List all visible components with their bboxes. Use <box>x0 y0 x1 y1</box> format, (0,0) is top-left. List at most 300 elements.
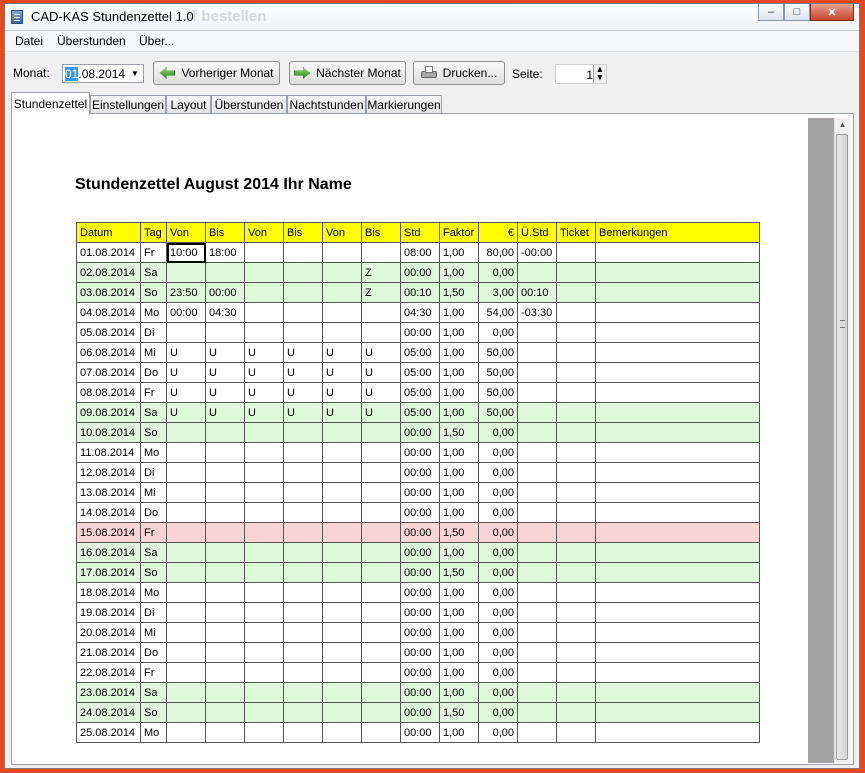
table-cell[interactable]: 1,00 <box>440 303 479 323</box>
table-cell[interactable]: 1,00 <box>440 403 479 423</box>
table-cell[interactable] <box>245 683 284 703</box>
table-cell[interactable] <box>557 323 596 343</box>
table-cell[interactable] <box>167 563 206 583</box>
table-cell[interactable]: 14.08.2014 <box>77 503 141 523</box>
table-cell[interactable] <box>557 543 596 563</box>
table-cell[interactable]: U <box>284 343 323 363</box>
table-cell[interactable] <box>362 323 401 343</box>
table-cell[interactable] <box>557 583 596 603</box>
table-cell[interactable] <box>596 603 760 623</box>
table-cell[interactable] <box>284 483 323 503</box>
table-cell[interactable] <box>362 563 401 583</box>
table-cell[interactable] <box>206 523 245 543</box>
table-cell[interactable] <box>206 703 245 723</box>
maximize-button[interactable]: □ <box>784 4 810 21</box>
tab-nachtstunden[interactable]: Nachtstunden <box>287 95 366 114</box>
table-cell[interactable] <box>167 583 206 603</box>
table-cell[interactable] <box>206 563 245 583</box>
table-cell[interactable] <box>596 523 760 543</box>
table-cell[interactable] <box>245 243 284 263</box>
table-cell[interactable] <box>206 723 245 743</box>
table-cell[interactable] <box>245 603 284 623</box>
spinner-arrows-icon[interactable]: ▲ ▼ <box>593 65 606 83</box>
table-cell[interactable] <box>245 623 284 643</box>
table-cell[interactable] <box>284 443 323 463</box>
table-cell[interactable]: Fr <box>141 243 167 263</box>
table-cell[interactable] <box>323 683 362 703</box>
table-cell[interactable] <box>557 243 596 263</box>
table-cell[interactable]: 1,50 <box>440 423 479 443</box>
table-cell[interactable]: 0,00 <box>479 463 518 483</box>
table-cell[interactable] <box>557 423 596 443</box>
table-cell[interactable]: U <box>284 403 323 423</box>
table-cell[interactable] <box>323 243 362 263</box>
table-cell[interactable]: Mi <box>141 623 167 643</box>
table-cell[interactable]: Sa <box>141 683 167 703</box>
table-cell[interactable]: 04:30 <box>206 303 245 323</box>
table-cell[interactable] <box>284 323 323 343</box>
table-cell[interactable]: 1,00 <box>440 343 479 363</box>
table-cell[interactable] <box>596 663 760 683</box>
table-cell[interactable] <box>284 503 323 523</box>
table-cell[interactable] <box>245 483 284 503</box>
table-cell[interactable]: 1,00 <box>440 683 479 703</box>
table-cell[interactable]: Mo <box>141 443 167 463</box>
table-cell[interactable]: 1,50 <box>440 283 479 303</box>
table-cell[interactable]: -00:00 <box>518 243 557 263</box>
table-cell[interactable]: 00:00 <box>401 423 440 443</box>
table-cell[interactable] <box>323 483 362 503</box>
table-cell[interactable]: 00:00 <box>401 683 440 703</box>
table-cell[interactable]: 0,00 <box>479 523 518 543</box>
menu-datei[interactable]: Datei <box>15 34 44 48</box>
table-cell[interactable] <box>284 303 323 323</box>
table-cell[interactable] <box>557 383 596 403</box>
table-cell[interactable]: 50,00 <box>479 383 518 403</box>
table-cell[interactable] <box>518 423 557 443</box>
table-cell[interactable]: 0,00 <box>479 663 518 683</box>
table-cell[interactable] <box>206 603 245 623</box>
table-cell[interactable]: Mi <box>141 483 167 503</box>
table-cell[interactable]: 0,00 <box>479 583 518 603</box>
table-cell[interactable]: 50,00 <box>479 363 518 383</box>
table-cell[interactable]: 05:00 <box>401 343 440 363</box>
table-cell[interactable]: 54,00 <box>479 303 518 323</box>
table-cell[interactable]: Di <box>141 323 167 343</box>
table-cell[interactable] <box>245 663 284 683</box>
table-cell[interactable] <box>167 683 206 703</box>
table-cell[interactable] <box>284 603 323 623</box>
table-cell[interactable]: Mo <box>141 723 167 743</box>
table-cell[interactable] <box>362 303 401 323</box>
table-cell[interactable] <box>284 563 323 583</box>
table-cell[interactable] <box>557 523 596 543</box>
table-cell[interactable] <box>557 303 596 323</box>
table-cell[interactable]: 0,00 <box>479 643 518 663</box>
table-cell[interactable] <box>596 703 760 723</box>
table-cell[interactable]: -03:30 <box>518 303 557 323</box>
table-cell[interactable] <box>323 303 362 323</box>
table-cell[interactable] <box>362 623 401 643</box>
table-cell[interactable]: 1,00 <box>440 643 479 663</box>
table-cell[interactable] <box>362 683 401 703</box>
table-cell[interactable] <box>245 423 284 443</box>
table-cell[interactable]: 06.08.2014 <box>77 343 141 363</box>
table-cell[interactable]: 23.08.2014 <box>77 683 141 703</box>
table-cell[interactable]: 00:00 <box>206 283 245 303</box>
table-cell[interactable]: 18:00 <box>206 243 245 263</box>
table-cell[interactable]: 05:00 <box>401 363 440 383</box>
table-cell[interactable] <box>596 623 760 643</box>
table-cell[interactable]: 1,50 <box>440 523 479 543</box>
table-cell[interactable] <box>167 463 206 483</box>
table-cell[interactable]: 0,00 <box>479 263 518 283</box>
scroll-thumb[interactable] <box>836 134 848 760</box>
table-cell[interactable] <box>557 343 596 363</box>
table-cell[interactable]: U <box>362 383 401 403</box>
table-cell[interactable] <box>323 463 362 483</box>
table-cell[interactable] <box>557 723 596 743</box>
table-cell[interactable]: Sa <box>141 263 167 283</box>
table-cell[interactable] <box>167 523 206 543</box>
table-cell[interactable] <box>245 323 284 343</box>
table-cell[interactable]: U <box>323 383 362 403</box>
vertical-scrollbar[interactable] <box>834 118 850 763</box>
table-cell[interactable]: So <box>141 563 167 583</box>
table-cell[interactable]: U <box>362 403 401 423</box>
table-cell[interactable] <box>362 723 401 743</box>
table-cell[interactable] <box>167 643 206 663</box>
table-cell[interactable] <box>557 263 596 283</box>
title-bar[interactable] <box>5 4 859 31</box>
table-cell[interactable]: Mi <box>141 343 167 363</box>
minimize-button[interactable]: – <box>758 4 784 21</box>
table-cell[interactable]: 0,00 <box>479 703 518 723</box>
table-cell[interactable] <box>596 303 760 323</box>
table-cell[interactable] <box>557 603 596 623</box>
table-cell[interactable]: U <box>206 343 245 363</box>
table-cell[interactable]: 08.08.2014 <box>77 383 141 403</box>
table-cell[interactable]: 00:00 <box>401 563 440 583</box>
table-cell[interactable]: 1,50 <box>440 563 479 583</box>
table-cell[interactable]: 0,00 <box>479 543 518 563</box>
table-cell[interactable]: U <box>323 363 362 383</box>
table-cell[interactable] <box>596 443 760 463</box>
table-cell[interactable] <box>518 603 557 623</box>
table-cell[interactable] <box>167 623 206 643</box>
table-cell[interactable] <box>362 703 401 723</box>
table-cell[interactable] <box>167 323 206 343</box>
table-cell[interactable] <box>596 323 760 343</box>
table-cell[interactable]: 05.08.2014 <box>77 323 141 343</box>
table-cell[interactable]: 10:00 <box>167 243 206 263</box>
table-cell[interactable]: 11.08.2014 <box>77 443 141 463</box>
table-cell[interactable]: 00:00 <box>401 583 440 603</box>
table-cell[interactable] <box>518 723 557 743</box>
table-cell[interactable]: U <box>167 403 206 423</box>
table-cell[interactable] <box>557 623 596 643</box>
table-cell[interactable] <box>167 663 206 683</box>
table-cell[interactable] <box>596 483 760 503</box>
table-cell[interactable] <box>557 483 596 503</box>
table-cell[interactable] <box>167 263 206 283</box>
table-cell[interactable] <box>362 543 401 563</box>
table-cell[interactable]: So <box>141 283 167 303</box>
table-cell[interactable] <box>518 623 557 643</box>
table-cell[interactable]: 00:00 <box>401 643 440 663</box>
table-cell[interactable] <box>362 663 401 683</box>
table-cell[interactable]: U <box>167 363 206 383</box>
table-cell[interactable] <box>206 263 245 283</box>
table-cell[interactable]: Do <box>141 643 167 663</box>
table-cell[interactable]: 1,00 <box>440 363 479 383</box>
menu-ueber[interactable]: Über... <box>139 34 175 48</box>
table-cell[interactable]: 1,00 <box>440 723 479 743</box>
table-cell[interactable]: U <box>362 363 401 383</box>
table-cell[interactable]: 22.08.2014 <box>77 663 141 683</box>
table-cell[interactable] <box>518 643 557 663</box>
table-cell[interactable]: Do <box>141 503 167 523</box>
table-cell[interactable] <box>284 623 323 643</box>
table-cell[interactable]: 0,00 <box>479 723 518 743</box>
table-cell[interactable]: U <box>245 403 284 423</box>
table-cell[interactable]: 12.08.2014 <box>77 463 141 483</box>
table-cell[interactable]: 00:00 <box>401 483 440 503</box>
table-cell[interactable] <box>245 703 284 723</box>
table-cell[interactable]: 20.08.2014 <box>77 623 141 643</box>
table-cell[interactable] <box>245 263 284 283</box>
table-cell[interactable]: 1,00 <box>440 543 479 563</box>
table-cell[interactable]: 50,00 <box>479 403 518 423</box>
table-cell[interactable]: Di <box>141 603 167 623</box>
table-cell[interactable]: U <box>362 343 401 363</box>
table-cell[interactable]: U <box>206 403 245 423</box>
tab-layout[interactable]: Layout <box>166 95 211 114</box>
scroll-up-icon[interactable]: ▲ <box>838 120 847 129</box>
table-cell[interactable]: 05:00 <box>401 403 440 423</box>
table-cell[interactable]: U <box>206 383 245 403</box>
table-cell[interactable] <box>596 503 760 523</box>
table-cell[interactable]: 00:00 <box>401 703 440 723</box>
table-cell[interactable]: U <box>284 383 323 403</box>
table-cell[interactable] <box>284 263 323 283</box>
table-cell[interactable]: U <box>245 383 284 403</box>
table-cell[interactable] <box>206 683 245 703</box>
table-cell[interactable]: 00:00 <box>401 263 440 283</box>
table-cell[interactable]: Z <box>362 263 401 283</box>
table-cell[interactable] <box>596 423 760 443</box>
table-cell[interactable]: 02.08.2014 <box>77 263 141 283</box>
tab-einstellungen[interactable]: Einstellungen <box>90 95 166 114</box>
table-cell[interactable] <box>206 463 245 483</box>
table-cell[interactable] <box>206 323 245 343</box>
table-cell[interactable] <box>518 363 557 383</box>
table-cell[interactable] <box>245 583 284 603</box>
table-cell[interactable]: 23:50 <box>167 283 206 303</box>
table-cell[interactable] <box>518 323 557 343</box>
table-cell[interactable] <box>596 643 760 663</box>
table-cell[interactable]: U <box>206 363 245 383</box>
table-cell[interactable]: 05:00 <box>401 383 440 403</box>
tab-markierungen[interactable]: Markierungen <box>366 95 442 114</box>
table-cell[interactable] <box>596 683 760 703</box>
table-cell[interactable]: 10.08.2014 <box>77 423 141 443</box>
table-cell[interactable] <box>245 283 284 303</box>
table-cell[interactable] <box>284 723 323 743</box>
table-cell[interactable] <box>167 603 206 623</box>
table-cell[interactable] <box>284 463 323 483</box>
table-cell[interactable] <box>323 623 362 643</box>
table-cell[interactable] <box>518 683 557 703</box>
table-cell[interactable] <box>323 323 362 343</box>
table-cell[interactable]: 17.08.2014 <box>77 563 141 583</box>
table-cell[interactable] <box>245 543 284 563</box>
table-cell[interactable] <box>362 643 401 663</box>
table-cell[interactable] <box>167 423 206 443</box>
table-cell[interactable]: 04.08.2014 <box>77 303 141 323</box>
table-cell[interactable]: Fr <box>141 663 167 683</box>
page-spinner[interactable] <box>555 64 607 84</box>
table-cell[interactable] <box>557 503 596 523</box>
table-cell[interactable]: 1,00 <box>440 483 479 503</box>
table-cell[interactable]: 0,00 <box>479 503 518 523</box>
table-cell[interactable]: 09.08.2014 <box>77 403 141 423</box>
table-cell[interactable]: 1,00 <box>440 603 479 623</box>
table-cell[interactable] <box>245 563 284 583</box>
table-cell[interactable]: 01.08.2014 <box>77 243 141 263</box>
table-cell[interactable] <box>518 403 557 423</box>
table-cell[interactable] <box>167 483 206 503</box>
table-cell[interactable]: Fr <box>141 383 167 403</box>
table-cell[interactable]: 80,00 <box>479 243 518 263</box>
table-cell[interactable]: 00:00 <box>401 623 440 643</box>
table-cell[interactable] <box>557 283 596 303</box>
table-cell[interactable] <box>362 503 401 523</box>
table-cell[interactable] <box>245 443 284 463</box>
table-cell[interactable] <box>245 643 284 663</box>
previous-month-button[interactable] <box>153 61 280 85</box>
table-cell[interactable] <box>518 583 557 603</box>
table-cell[interactable] <box>167 703 206 723</box>
table-cell[interactable]: 00:00 <box>401 443 440 463</box>
table-cell[interactable] <box>518 443 557 463</box>
table-cell[interactable]: U <box>323 403 362 423</box>
table-cell[interactable] <box>206 583 245 603</box>
table-cell[interactable] <box>323 283 362 303</box>
table-cell[interactable]: 18.08.2014 <box>77 583 141 603</box>
table-cell[interactable] <box>596 563 760 583</box>
table-cell[interactable] <box>596 583 760 603</box>
table-cell[interactable] <box>362 523 401 543</box>
table-cell[interactable] <box>206 443 245 463</box>
table-cell[interactable]: 00:00 <box>401 523 440 543</box>
table-cell[interactable] <box>206 643 245 663</box>
table-cell[interactable] <box>596 403 760 423</box>
table-cell[interactable]: U <box>167 343 206 363</box>
table-cell[interactable] <box>284 583 323 603</box>
table-cell[interactable]: 00:00 <box>401 463 440 483</box>
table-cell[interactable]: 1,00 <box>440 463 479 483</box>
table-cell[interactable]: 25.08.2014 <box>77 723 141 743</box>
table-cell[interactable] <box>323 443 362 463</box>
next-month-button[interactable] <box>289 61 406 85</box>
month-select[interactable] <box>62 64 144 83</box>
table-cell[interactable] <box>362 243 401 263</box>
table-cell[interactable]: U <box>284 363 323 383</box>
table-cell[interactable]: 00:00 <box>401 603 440 623</box>
table-cell[interactable]: Mo <box>141 303 167 323</box>
table-cell[interactable] <box>557 683 596 703</box>
table-cell[interactable] <box>284 423 323 443</box>
table-cell[interactable]: 0,00 <box>479 443 518 463</box>
table-cell[interactable] <box>518 543 557 563</box>
table-cell[interactable] <box>323 643 362 663</box>
table-cell[interactable]: 1,50 <box>440 703 479 723</box>
table-cell[interactable] <box>557 663 596 683</box>
table-cell[interactable] <box>323 563 362 583</box>
table-cell[interactable] <box>206 623 245 643</box>
table-cell[interactable] <box>323 523 362 543</box>
table-cell[interactable] <box>518 263 557 283</box>
table-cell[interactable]: 1,00 <box>440 323 479 343</box>
close-button[interactable]: ✕ <box>810 4 854 21</box>
table-cell[interactable]: 16.08.2014 <box>77 543 141 563</box>
table-cell[interactable] <box>518 563 557 583</box>
table-cell[interactable]: Sa <box>141 403 167 423</box>
table-cell[interactable] <box>245 503 284 523</box>
table-cell[interactable]: Di <box>141 463 167 483</box>
table-cell[interactable]: 13.08.2014 <box>77 483 141 503</box>
table-cell[interactable] <box>557 403 596 423</box>
table-cell[interactable]: 0,00 <box>479 683 518 703</box>
table-cell[interactable] <box>557 563 596 583</box>
table-cell[interactable] <box>518 343 557 363</box>
table-cell[interactable]: Z <box>362 283 401 303</box>
table-cell[interactable] <box>245 303 284 323</box>
table-cell[interactable] <box>206 503 245 523</box>
chevron-down-icon[interactable]: ▼ <box>131 69 139 78</box>
table-cell[interactable]: 1,00 <box>440 663 479 683</box>
table-cell[interactable] <box>167 503 206 523</box>
table-cell[interactable]: 00:00 <box>401 663 440 683</box>
table-cell[interactable]: 00:00 <box>401 323 440 343</box>
table-cell[interactable]: Fr <box>141 523 167 543</box>
table-cell[interactable]: U <box>167 383 206 403</box>
table-cell[interactable] <box>284 643 323 663</box>
table-cell[interactable] <box>518 663 557 683</box>
table-cell[interactable]: 0,00 <box>479 623 518 643</box>
table-cell[interactable] <box>284 283 323 303</box>
tab-stundenzettel[interactable]: Stundenzettel <box>11 92 90 115</box>
table-cell[interactable]: 03.08.2014 <box>77 283 141 303</box>
table-cell[interactable]: 1,00 <box>440 503 479 523</box>
table-cell[interactable]: 24.08.2014 <box>77 703 141 723</box>
table-cell[interactable] <box>596 243 760 263</box>
table-cell[interactable]: 1,00 <box>440 263 479 283</box>
table-cell[interactable] <box>557 703 596 723</box>
table-cell[interactable] <box>284 703 323 723</box>
table-cell[interactable]: 1,00 <box>440 383 479 403</box>
table-cell[interactable]: 00:10 <box>401 283 440 303</box>
table-cell[interactable]: 04:30 <box>401 303 440 323</box>
table-cell[interactable]: So <box>141 703 167 723</box>
table-cell[interactable]: 1,00 <box>440 623 479 643</box>
table-cell[interactable] <box>557 463 596 483</box>
table-cell[interactable]: So <box>141 423 167 443</box>
table-cell[interactable]: 50,00 <box>479 343 518 363</box>
table-cell[interactable] <box>518 483 557 503</box>
table-cell[interactable] <box>596 543 760 563</box>
